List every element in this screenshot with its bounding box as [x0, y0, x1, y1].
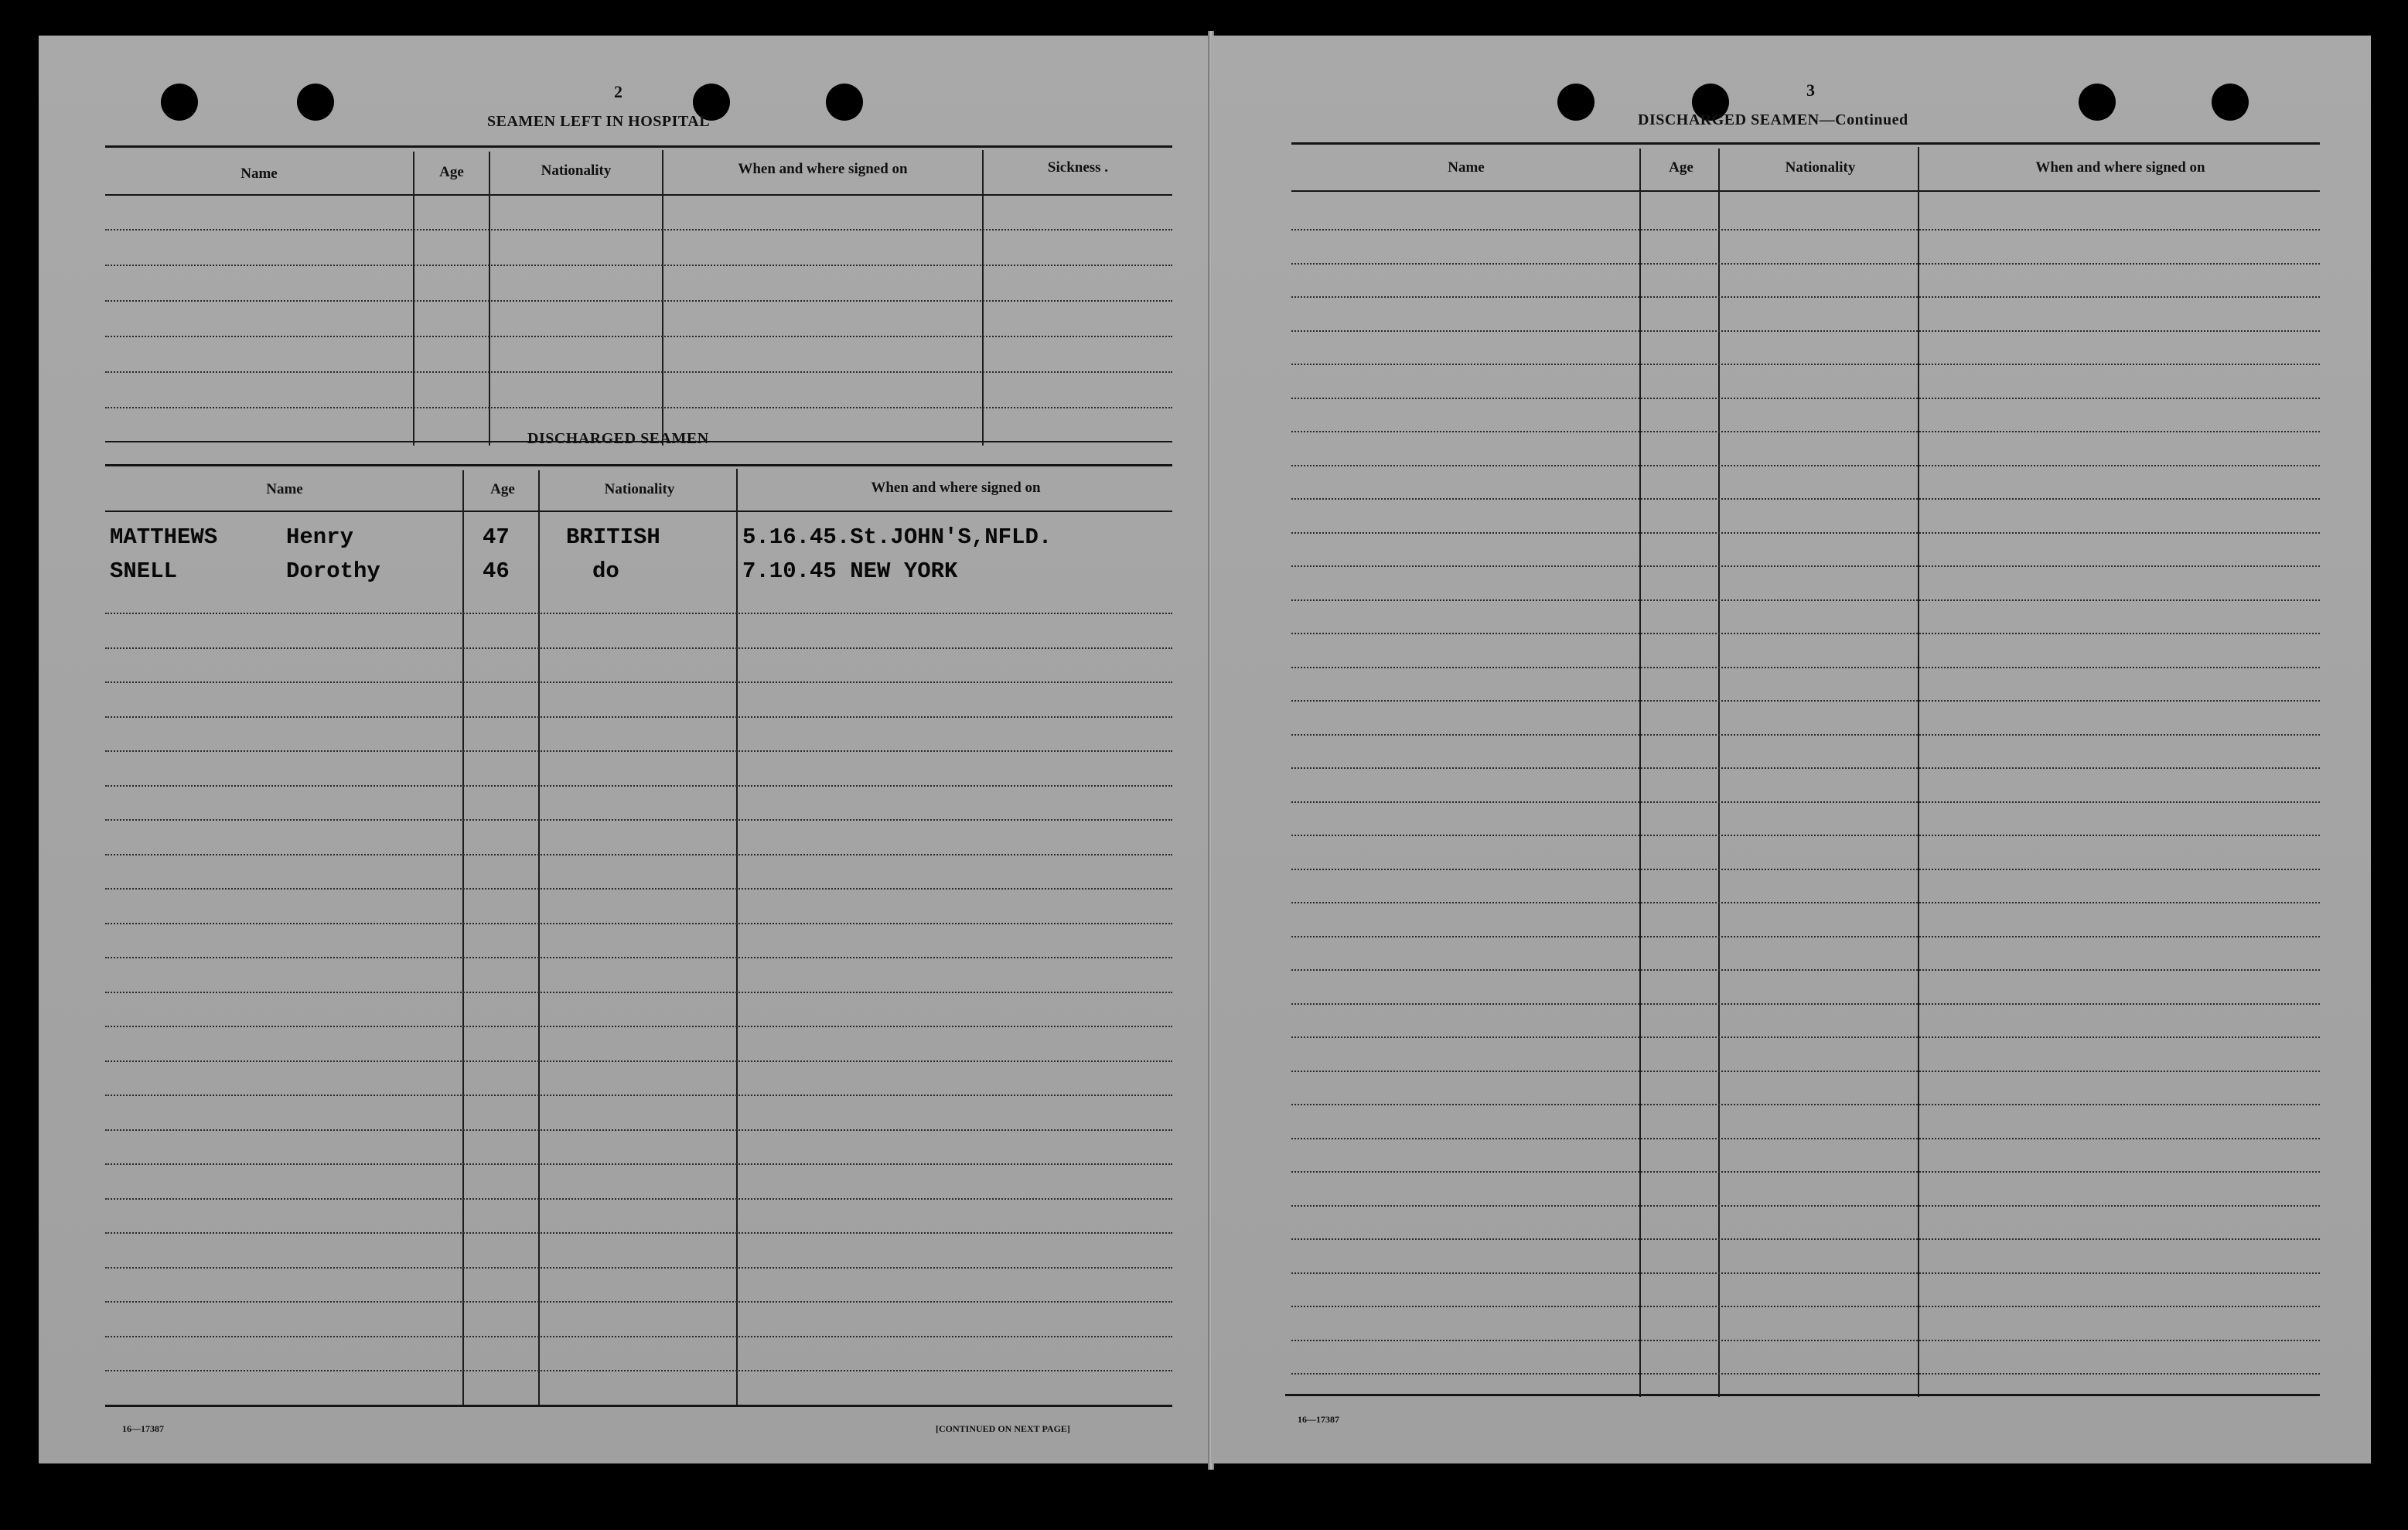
entry-line [1291, 1205, 2320, 1207]
entry-line [1291, 700, 2320, 702]
entry-line [1291, 633, 2320, 634]
punch-hole [826, 84, 863, 121]
discharged-section-title: DISCHARGED SEAMEN [527, 430, 709, 447]
entry-line [105, 1129, 1172, 1131]
entry-line [1291, 936, 2320, 937]
entry-line [1291, 1138, 2320, 1139]
col-header-age: Age [490, 481, 515, 497]
entry-line [1291, 1104, 2320, 1105]
table-rule [1291, 190, 2320, 192]
entry-line [105, 647, 1172, 649]
signed-on-cell: 5.16.45.St.JOHN'S,NFLD. [742, 524, 1052, 550]
column-divider [413, 152, 414, 446]
col-header-age: Age [1669, 159, 1693, 176]
column-divider [462, 470, 464, 1406]
column-divider [1639, 149, 1641, 1397]
entry-line [1291, 1340, 2320, 1341]
column-divider [982, 150, 984, 446]
col-header-name: Name [266, 481, 303, 497]
column-divider [1718, 149, 1720, 1397]
entry-line [105, 1267, 1172, 1269]
table-rule [105, 194, 1172, 196]
hospital-section-title: SEAMEN LEFT IN HOSPITAL [487, 113, 711, 130]
form-number: 16—17387 [122, 1423, 164, 1434]
col-header-signed-on: When and where signed on [2035, 159, 2205, 176]
entry-line [1291, 1373, 2320, 1375]
entry-line [105, 300, 1172, 302]
entry-line [105, 1026, 1172, 1027]
entry-line [105, 992, 1172, 993]
page-number: 2 [614, 82, 622, 101]
nationality-cell: do [592, 558, 619, 584]
entry-line [1291, 229, 2320, 231]
right-page [1211, 36, 2371, 1463]
continued-note: [CONTINUED ON NEXT PAGE] [936, 1423, 1070, 1434]
entry-line [1291, 1238, 2320, 1240]
entry-line [105, 957, 1172, 958]
col-header-nationality: Nationality [541, 162, 612, 179]
entry-line [1291, 869, 2320, 870]
table-rule [105, 464, 1172, 466]
entry-line [105, 336, 1172, 337]
entry-line [1291, 1171, 2320, 1173]
entry-line [1291, 398, 2320, 399]
entry-line [105, 716, 1172, 718]
column-divider [662, 150, 663, 446]
table-rule [105, 1405, 1172, 1407]
entry-line [1291, 599, 2320, 601]
entry-line [1291, 767, 2320, 769]
entry-line [105, 854, 1172, 856]
entry-line [1291, 1306, 2320, 1307]
punch-hole [2212, 84, 2249, 121]
entry-line [1291, 296, 2320, 298]
entry-line [1291, 1037, 2320, 1038]
col-header-signed-on: When and where signed on [738, 161, 908, 177]
column-divider [1918, 147, 1919, 1397]
entry-line [105, 1301, 1172, 1303]
col-header-age: Age [439, 164, 464, 180]
age-cell: 47 [483, 524, 510, 550]
col-header-signed-on: When and where signed on [871, 480, 1041, 496]
entry-line [105, 1370, 1172, 1371]
surname-cell: MATTHEWS [110, 524, 218, 550]
entry-line [105, 750, 1172, 752]
punch-hole [297, 84, 334, 121]
entry-line [1291, 1003, 2320, 1005]
column-divider [736, 469, 738, 1406]
entry-line [1291, 667, 2320, 668]
entry-line [1291, 902, 2320, 903]
entry-line [1291, 1071, 2320, 1072]
column-divider [538, 470, 540, 1406]
entry-line [1291, 835, 2320, 836]
entry-line [1291, 465, 2320, 466]
table-rule [1291, 142, 2320, 145]
section-title: DISCHARGED SEAMEN—Continued [1638, 111, 1908, 128]
entry-line [105, 265, 1172, 266]
entry-line [1291, 969, 2320, 971]
col-header-sickness: Sickness . [1047, 159, 1109, 176]
entry-line [1291, 498, 2320, 500]
signed-on-cell: 7.10.45 NEW YORK [742, 558, 958, 584]
entry-line [105, 785, 1172, 787]
entry-line [105, 1095, 1172, 1096]
entry-line [105, 1060, 1172, 1062]
entry-line [105, 407, 1172, 408]
col-header-nationality: Nationality [1785, 159, 1856, 176]
col-header-name: Name [1448, 159, 1485, 176]
entry-line [105, 923, 1172, 924]
entry-line [1291, 532, 2320, 534]
entry-line [105, 681, 1172, 683]
entry-line [1291, 1272, 2320, 1274]
entry-line [105, 1163, 1172, 1165]
punch-hole [1557, 84, 1595, 121]
table-rule [105, 511, 1172, 512]
entry-line [105, 1232, 1172, 1234]
nationality-cell: BRITISH [566, 524, 660, 550]
column-divider [489, 152, 490, 446]
entry-line [105, 229, 1172, 231]
surname-cell: SNELL [110, 558, 178, 584]
table-rule [1285, 1394, 2320, 1396]
col-header-nationality: Nationality [604, 481, 675, 497]
page-number: 3 [1806, 80, 1815, 100]
entry-line [1291, 364, 2320, 365]
entry-line [105, 888, 1172, 890]
entry-line [1291, 734, 2320, 736]
entry-line [105, 819, 1172, 821]
left-page [39, 36, 1211, 1463]
entry-line [105, 1198, 1172, 1200]
punch-hole [2079, 84, 2116, 121]
entry-line [1291, 330, 2320, 332]
entry-line [1291, 431, 2320, 432]
entry-line [105, 371, 1172, 373]
given-name-cell: Henry [286, 524, 354, 550]
punch-hole [161, 84, 198, 121]
entry-line [1291, 565, 2320, 567]
age-cell: 46 [483, 558, 510, 584]
form-number: 16—17387 [1298, 1414, 1339, 1425]
entry-line [1291, 263, 2320, 265]
col-header-name: Name [240, 166, 278, 182]
entry-line [1291, 801, 2320, 803]
entry-line [105, 613, 1172, 614]
entry-line [105, 1336, 1172, 1337]
table-rule [105, 145, 1172, 148]
given-name-cell: Dorothy [286, 558, 380, 584]
